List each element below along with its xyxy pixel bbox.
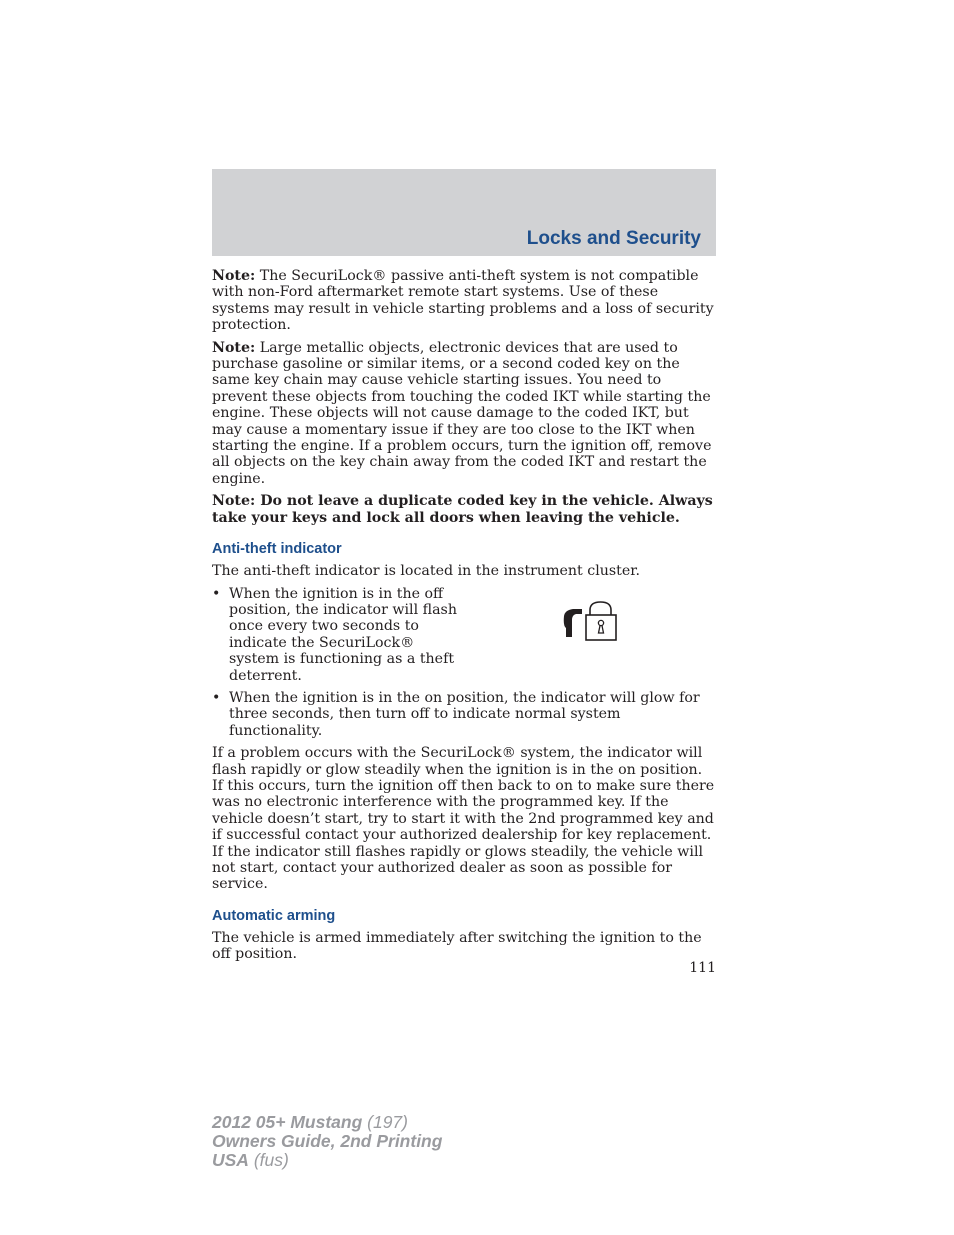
note-metallic-objects bbox=[212, 340, 716, 488]
anti-theft-problem-paragraph: If a problem occurs with the SecuriLock® system, the indicator will flash rapidly or glow steadily when the ignition is in the on position. If this occurs, turn the ignition off then back to on to make sure there was no electronic interference with the programmed key. If the vehicle doesn’t start, try to start it with the 2nd programmed key and if successful contact your authorized dealership for key replacement. If the indicator still flashes rapidly or glows steadily, the vehicle will not start, contact your authorized dealer as soon as possible for service. bbox=[212, 745, 715, 893]
footer-line-market bbox=[212, 1151, 442, 1170]
automatic-arming-text: The vehicle is armed immediately after switching the ignition to the off position. bbox=[212, 929, 702, 963]
heading-anti-theft-indicator: Anti-theft indicator bbox=[212, 541, 342, 558]
anti-theft-lock-icon bbox=[562, 600, 624, 650]
list-item-text: When the ignition is in the on position, the indicator will glow for three seconds, then turn off to indicate normal system functionality. bbox=[229, 689, 700, 739]
section-title: Locks and Security bbox=[526, 228, 701, 249]
list-item bbox=[212, 690, 716, 739]
bullet-glyph: • bbox=[212, 689, 221, 706]
footer-line-guide: Owners Guide, 2nd Printing bbox=[212, 1131, 443, 1151]
anti-theft-intro: The anti-theft indicator is located in the instrument cluster. bbox=[212, 563, 640, 580]
note-label: Note: bbox=[212, 268, 256, 284]
footer-market: USA bbox=[212, 1150, 249, 1170]
page-number: 111 bbox=[689, 960, 716, 976]
page-body bbox=[212, 268, 716, 969]
footer-model-code: (197) bbox=[362, 1112, 408, 1132]
bullet-glyph: • bbox=[212, 585, 221, 602]
document-footer bbox=[212, 1113, 442, 1170]
heading-automatic-arming: Automatic arming bbox=[212, 907, 336, 924]
list-item bbox=[212, 586, 716, 684]
anti-theft-bullet-list bbox=[212, 586, 716, 740]
note-text: Large metallic objects, electronic devices that are used to purchase gasoline or similar items, or a second coded key on the same key chain may cause vehicle starting issues. You need to prevent these objects from touching the coded IKT while starting the engine. These objects will not cause damage to the coded IKT, but may cause a momentary issue if they are too close to the IKT when starting the engine. If a problem occurs, turn the ignition off, remove all objects on the key chain away from the coded IKT and restart the engine. bbox=[212, 339, 712, 487]
footer-model: 2012 05+ Mustang bbox=[212, 1112, 363, 1132]
note-label: Note: bbox=[212, 339, 256, 356]
footer-market-code: (fus) bbox=[248, 1150, 289, 1170]
list-item-text: When the ignition is in the off position, the indicator will flash once every two seconds to indicate the SecuriLock® system is functioning as a theft deterrent. bbox=[229, 585, 457, 684]
footer-line-model bbox=[212, 1113, 442, 1132]
note-duplicate-key: Note: Do not leave a duplicate coded key in the vehicle. Always take your keys and lock all doors when leaving the vehicle. bbox=[212, 493, 713, 526]
section-header-band bbox=[212, 169, 716, 256]
note-securilock bbox=[212, 268, 716, 334]
note-text: The SecuriLock® passive anti-theft system is not compatible with non-Ford aftermarket remote start systems. Use of these systems may result in vehicle starting problems and a loss of security protection. bbox=[212, 268, 714, 334]
